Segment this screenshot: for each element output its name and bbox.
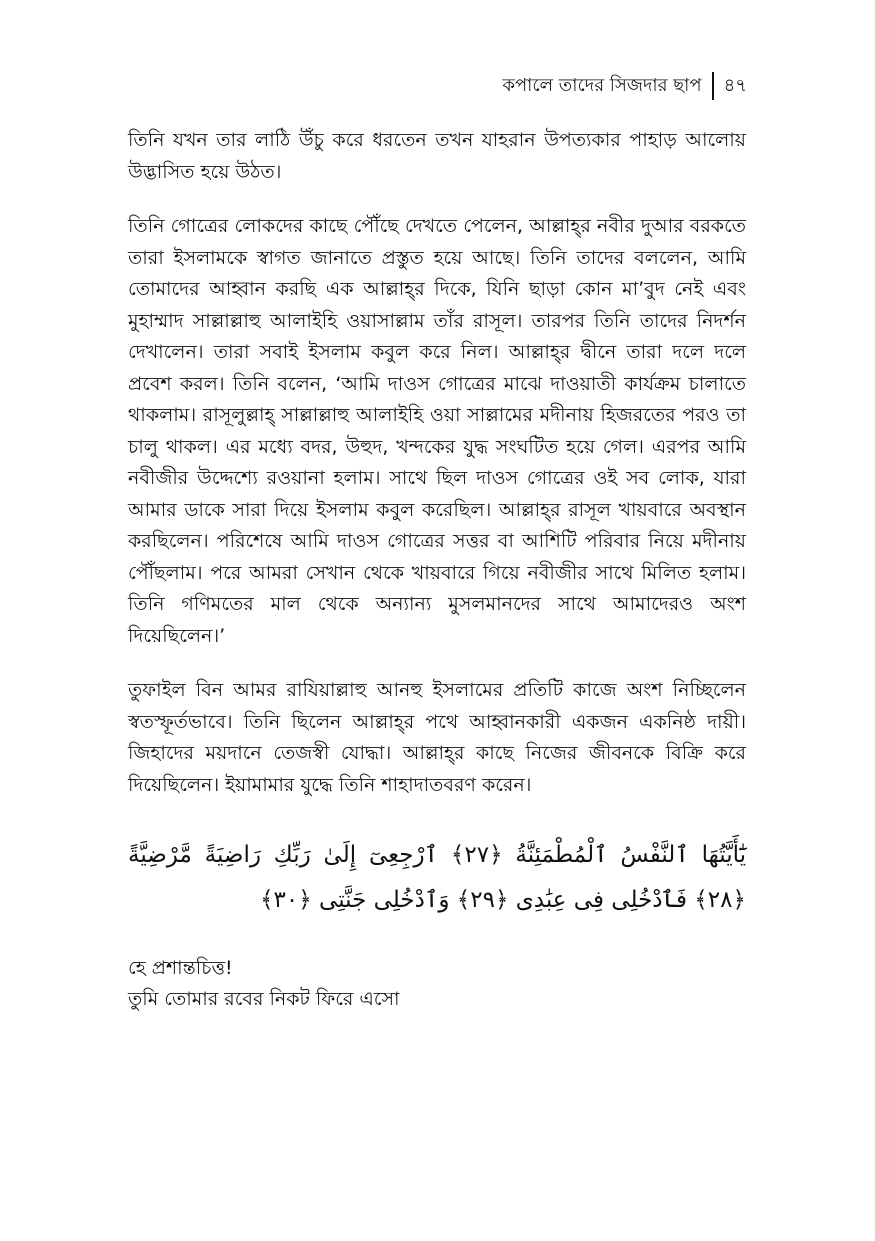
- paragraph-1: তিনি যখন তার লাঠি উঁচু করে ধরতেন তখন যাহরান উপত্যকার পাহাড় আলোয় উদ্ভাসিত হয়ে উঠত।: [128, 129, 746, 183]
- paragraph-2: তিনি গোত্রের লোকদের কাছে পৌঁছে দেখতে পেলেন, আল্লাহ্‌র নবীর দুআর বরকতে তারা ইসলামকে স্বাগত জানাতে প্রস্তুত হয়ে আছে। তিনি তাদের বললেন, আমি তোমাদের আহ্বান করছি এক আল্লাহ্‌র দিকে, যিনি ছাড়া কোন মা’বুদ নেই এবং মুহাম্মাদ সাল্লাল্লাহু আলাইহি ওয়াসাল্লাম তাঁর রাসূল। তারপর তিনি তাদের নিদর্শন দেখালেন। তারা সবাই ইসলাম কবুল করে নিল। আল্লাহ্‌র দ্বীনে তারা দলে দলে প্রবেশ করল। তিনি বলেন, ‘আমি দাওস গোত্রের মাঝে দাওয়াতী কার্যক্রম চালাতে থাকলাম। রাসূলুল্লাহ্ সাল্লাল্লাহু আলাইহি ওয়া সাল্লামের মদীনায় হিজরতের পরও তা চালু থাকল। এর মধ্যে বদর, উহুদ, খন্দকের যুদ্ধ সংঘটিত হয়ে গেল। এরপর আমি নবীজীর উদ্দেশ্যে রওয়ানা হলাম। সাথে ছিল দাওস গোত্রের ওই সব লোক, যারা আমার ডাকে সারা দিয়ে ইসলাম কবুল করেছিল। আল্লাহ্‌র রাসূল খায়বারে অবস্থান করছিলেন। পরিশেষে আমি দাওস গোত্রের সত্তর বা আশিটি পরিবার নিয়ে মদীনায় পৌঁছলাম। পরে আমরা সেখান থেকে খায়বারে গিয়ে নবীজীর সাথে মিলিত হলাম। তিনি গণিমতের মাল থেকে অন্যান্য মুসলমানদের সাথে আমাদেরও অংশ দিয়েছিলেন।’: [128, 215, 746, 647]
- running-header: [502, 72, 747, 100]
- verse-translation: [128, 953, 746, 1015]
- page-body: [128, 125, 746, 1015]
- header-divider: [712, 72, 714, 100]
- translation-line-2: তুমি তোমার রবের নিকট ফিরে এসো: [128, 988, 400, 1010]
- quran-verse: يَٰٓأَيَّتُهَا ٱلنَّفْسُ ٱلْمُطْمَئِنَّةُ ﴿٢٧﴾ ٱرْجِعِىٓ إِلَىٰ رَبِّكِ رَاضِيَةً مَّرْضِيَّةً ﴿٢٨﴾ فَٱدْخُلِى فِى عِبَٰدِى ﴿٢٩﴾ وَٱدْخُلِى جَنَّتِى ﴿٣٠﴾: [128, 842, 746, 913]
- translation-line-1: হে প্রশান্তচিত্ত!: [128, 957, 233, 979]
- page-number: ৪৭: [723, 75, 747, 96]
- paragraph-3: তুফাইল বিন আমর রাযিয়াল্লাহু আনহু ইসলামের প্রতিটি কাজে অংশ নিচ্ছিলেন স্বতস্ফূর্তভাবে। তিনি ছিলেন আল্লাহ্‌র পথে আহ্বানকারী একজন একনিষ্ঠ দায়ী। জিহাদের ময়দানে তেজস্বী যোদ্ধা। আল্লাহ্‌র কাছে নিজের জীবনকে বিক্রি করে দিয়েছিলেন। ইয়ামামার যুদ্ধে তিনি শাহাদাতবরণ করেন।: [128, 679, 746, 796]
- running-header-title: কপালে তাদের সিজদার ছাপ: [502, 75, 702, 96]
